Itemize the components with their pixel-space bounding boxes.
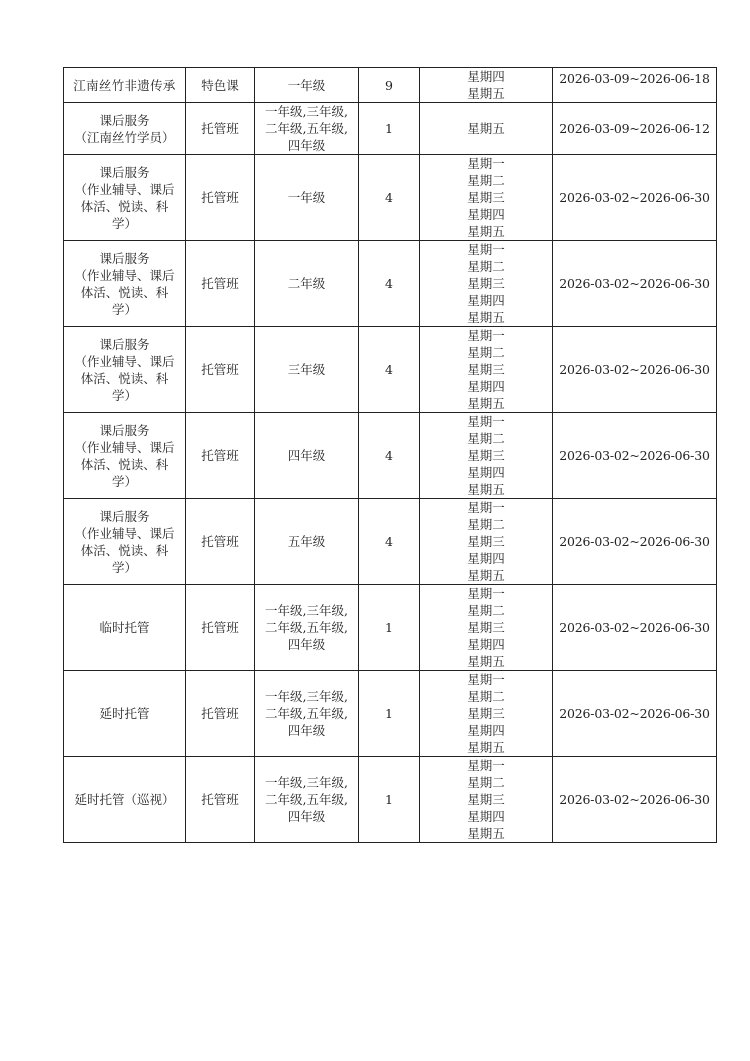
table-row (64, 327, 717, 413)
grades-cell-line: 四年级 (287, 723, 326, 738)
table-row (64, 499, 717, 585)
date-range-cell: 2026-03-02~2026-06-30 (553, 327, 717, 413)
course-name-cell (64, 413, 186, 499)
date-range-cell: 2026-03-02~2026-06-30 (553, 413, 717, 499)
weekdays-cell-line: 星期一 (467, 586, 505, 601)
count-cell: 4 (359, 327, 420, 413)
weekdays-cell-line: 星期五 (467, 654, 505, 669)
weekdays-cell-line: 星期三 (467, 792, 505, 807)
weekdays-cell-line: 星期五 (467, 310, 505, 325)
course-name-cell (64, 155, 186, 241)
grades-cell (255, 413, 359, 499)
course-type-cell: 托管班 (186, 103, 255, 155)
weekdays-cell-line: 星期四 (467, 809, 505, 824)
weekdays-cell (420, 68, 553, 103)
weekdays-cell-line: 星期五 (467, 482, 505, 497)
grades-cell-line: 二年级,五年级, (265, 706, 348, 721)
weekdays-cell (420, 327, 553, 413)
course-type-cell: 托管班 (186, 327, 255, 413)
grades-cell-line: 四年级 (287, 637, 326, 652)
course-name-cell-line: （作业辅导、课后 (74, 267, 175, 283)
weekdays-cell (420, 413, 553, 499)
weekdays-cell-line: 星期五 (467, 826, 505, 841)
course-name-cell-line: 体活、悦读、科 (80, 370, 169, 386)
weekdays-cell-line: 星期五 (467, 568, 505, 583)
weekdays-cell-line: 星期三 (467, 276, 505, 291)
weekdays-cell-line: 星期一 (467, 414, 505, 429)
weekdays-cell-line: 星期五 (467, 121, 505, 136)
grades-cell-line: 四年级 (287, 809, 326, 824)
grades-cell-line: 二年级 (287, 276, 326, 291)
course-name-cell-line: （作业辅导、课后 (74, 353, 175, 369)
weekdays-cell-line: 星期五 (467, 740, 505, 755)
weekdays-cell-line: 星期一 (467, 328, 505, 343)
course-name-cell (64, 671, 186, 757)
grades-cell-line: 三年级 (287, 362, 326, 377)
grades-cell-line: 二年级,五年级, (265, 121, 348, 136)
course-name-cell-line: 学） (111, 473, 137, 489)
weekdays-cell-line: 星期二 (467, 603, 505, 618)
weekdays-cell (420, 241, 553, 327)
weekdays-cell-line: 星期一 (467, 156, 505, 171)
course-name-cell (64, 327, 186, 413)
course-name-cell-line: （作业辅导、课后 (74, 181, 175, 197)
weekdays-cell-line: 星期五 (467, 86, 505, 101)
weekdays-cell-line: 星期一 (467, 672, 505, 687)
course-name-cell-line: 课后服务 (99, 422, 150, 438)
table-row (64, 413, 717, 499)
date-range-cell: 2026-03-09~2026-06-18 (553, 68, 717, 103)
course-name-cell-line: 延时托管（巡视） (74, 792, 175, 807)
course-name-cell-line: 课后服务 (99, 336, 150, 352)
weekdays-cell-line: 星期三 (467, 620, 505, 635)
count-cell: 1 (359, 671, 420, 757)
course-name-cell-line: 体活、悦读、科 (80, 198, 169, 214)
weekdays-cell-line: 星期三 (467, 362, 505, 377)
course-name-cell-line: （作业辅导、课后 (74, 439, 175, 455)
table-row (64, 671, 717, 757)
date-range-cell: 2026-03-02~2026-06-30 (553, 585, 717, 671)
course-name-cell-line: 学） (111, 301, 137, 317)
grades-cell-line: 二年级,五年级, (265, 620, 348, 635)
count-cell: 1 (359, 757, 420, 843)
grades-cell (255, 671, 359, 757)
count-cell: 4 (359, 499, 420, 585)
grades-cell (255, 103, 359, 155)
weekdays-cell-line: 星期二 (467, 173, 505, 188)
count-cell: 4 (359, 413, 420, 499)
weekdays-cell-line: 星期二 (467, 689, 505, 704)
grades-cell (255, 757, 359, 843)
table-row (64, 68, 717, 103)
course-name-cell-line: 临时托管 (99, 620, 150, 635)
weekdays-cell-line: 星期二 (467, 431, 505, 446)
weekdays-cell-line: 星期五 (467, 224, 505, 239)
weekdays-cell-line: 星期四 (467, 637, 505, 652)
course-name-cell-line: 课后服务 (99, 164, 150, 180)
grades-cell-line: 一年级 (287, 190, 326, 205)
course-name-cell (64, 68, 186, 103)
course-name-cell (64, 757, 186, 843)
weekdays-cell-line: 星期二 (467, 775, 505, 790)
course-type-cell: 托管班 (186, 671, 255, 757)
grades-cell (255, 68, 359, 103)
course-name-cell-line: 延时托管 (99, 706, 150, 721)
date-range-cell: 2026-03-09~2026-06-12 (553, 103, 717, 155)
weekdays-cell (420, 103, 553, 155)
course-name-cell-line: 学） (111, 387, 137, 403)
course-name-cell-line: 课后服务 (99, 112, 150, 128)
table-row (64, 103, 717, 155)
weekdays-cell-line: 星期一 (467, 758, 505, 773)
course-type-cell: 托管班 (186, 499, 255, 585)
count-cell: 4 (359, 155, 420, 241)
grades-cell (255, 155, 359, 241)
date-range-cell: 2026-03-02~2026-06-30 (553, 757, 717, 843)
weekdays-cell (420, 585, 553, 671)
weekdays-cell-line: 星期三 (467, 190, 505, 205)
weekdays-cell (420, 155, 553, 241)
course-name-cell-line: 学） (111, 559, 137, 575)
course-type-cell: 托管班 (186, 241, 255, 327)
course-type-cell: 托管班 (186, 585, 255, 671)
weekdays-cell (420, 499, 553, 585)
course-type-cell: 托管班 (186, 757, 255, 843)
grades-cell-line: 四年级 (287, 448, 326, 463)
grades-cell (255, 499, 359, 585)
grades-cell-line: 一年级,三年级, (265, 775, 348, 790)
grades-cell-line: 一年级 (287, 77, 326, 93)
date-range-cell: 2026-03-02~2026-06-30 (553, 499, 717, 585)
course-type-cell: 托管班 (186, 155, 255, 241)
course-name-cell-line: 体活、悦读、科 (80, 542, 169, 558)
course-name-cell (64, 585, 186, 671)
course-name-cell (64, 241, 186, 327)
weekdays-cell-line: 星期二 (467, 259, 505, 274)
grades-cell-line: 一年级,三年级, (265, 689, 348, 704)
course-name-cell-line: 课后服务 (99, 250, 150, 266)
course-type-cell: 托管班 (186, 413, 255, 499)
weekdays-cell-line: 星期二 (467, 517, 505, 532)
count-cell: 1 (359, 103, 420, 155)
weekdays-cell-line: 星期四 (467, 69, 505, 84)
weekdays-cell-line: 星期四 (467, 293, 505, 308)
course-name-cell-line: 体活、悦读、科 (80, 284, 169, 300)
weekdays-cell (420, 671, 553, 757)
grades-cell-line: 一年级,三年级, (265, 603, 348, 618)
weekdays-cell-line: 星期五 (467, 396, 505, 411)
grades-cell (255, 327, 359, 413)
weekdays-cell-line: 星期四 (467, 723, 505, 738)
grades-cell-line: 一年级,三年级, (265, 104, 348, 119)
course-name-cell-line: 学） (111, 215, 137, 231)
weekdays-cell-line: 星期四 (467, 207, 505, 222)
date-range-cell: 2026-03-02~2026-06-30 (553, 241, 717, 327)
weekdays-cell-line: 星期三 (467, 448, 505, 463)
grades-cell (255, 241, 359, 327)
weekdays-cell-line: 星期一 (467, 500, 505, 515)
course-type-cell: 特色课 (186, 68, 255, 103)
course-name-cell-line: （江南丝竹学员） (74, 129, 175, 145)
weekdays-cell-line: 星期四 (467, 551, 505, 566)
table-row (64, 585, 717, 671)
course-name-cell-line: （作业辅导、课后 (74, 525, 175, 541)
weekdays-cell-line: 星期三 (467, 534, 505, 549)
count-cell: 9 (359, 68, 420, 103)
course-name-cell-line: 课后服务 (99, 508, 150, 524)
schedule-table-body (64, 68, 717, 843)
date-range-cell: 2026-03-02~2026-06-30 (553, 155, 717, 241)
grades-cell (255, 585, 359, 671)
weekdays-cell-line: 星期一 (467, 242, 505, 257)
weekdays-cell-line: 星期三 (467, 706, 505, 721)
course-name-cell-line: 体活、悦读、科 (80, 456, 169, 472)
grades-cell-line: 二年级,五年级, (265, 792, 348, 807)
course-name-cell-line: 江南丝竹非遗传承 (73, 77, 176, 93)
grades-cell-line: 五年级 (287, 534, 326, 549)
course-name-cell (64, 499, 186, 585)
count-cell: 1 (359, 585, 420, 671)
weekdays-cell-line: 星期四 (467, 465, 505, 480)
weekdays-cell (420, 757, 553, 843)
table-row (64, 241, 717, 327)
table-row (64, 155, 717, 241)
date-range-cell: 2026-03-02~2026-06-30 (553, 671, 717, 757)
grades-cell-line: 四年级 (287, 138, 326, 153)
table-row (64, 757, 717, 843)
course-name-cell (64, 103, 186, 155)
schedule-table (63, 67, 717, 843)
weekdays-cell-line: 星期四 (467, 379, 505, 394)
weekdays-cell-line: 星期二 (467, 345, 505, 360)
count-cell: 4 (359, 241, 420, 327)
